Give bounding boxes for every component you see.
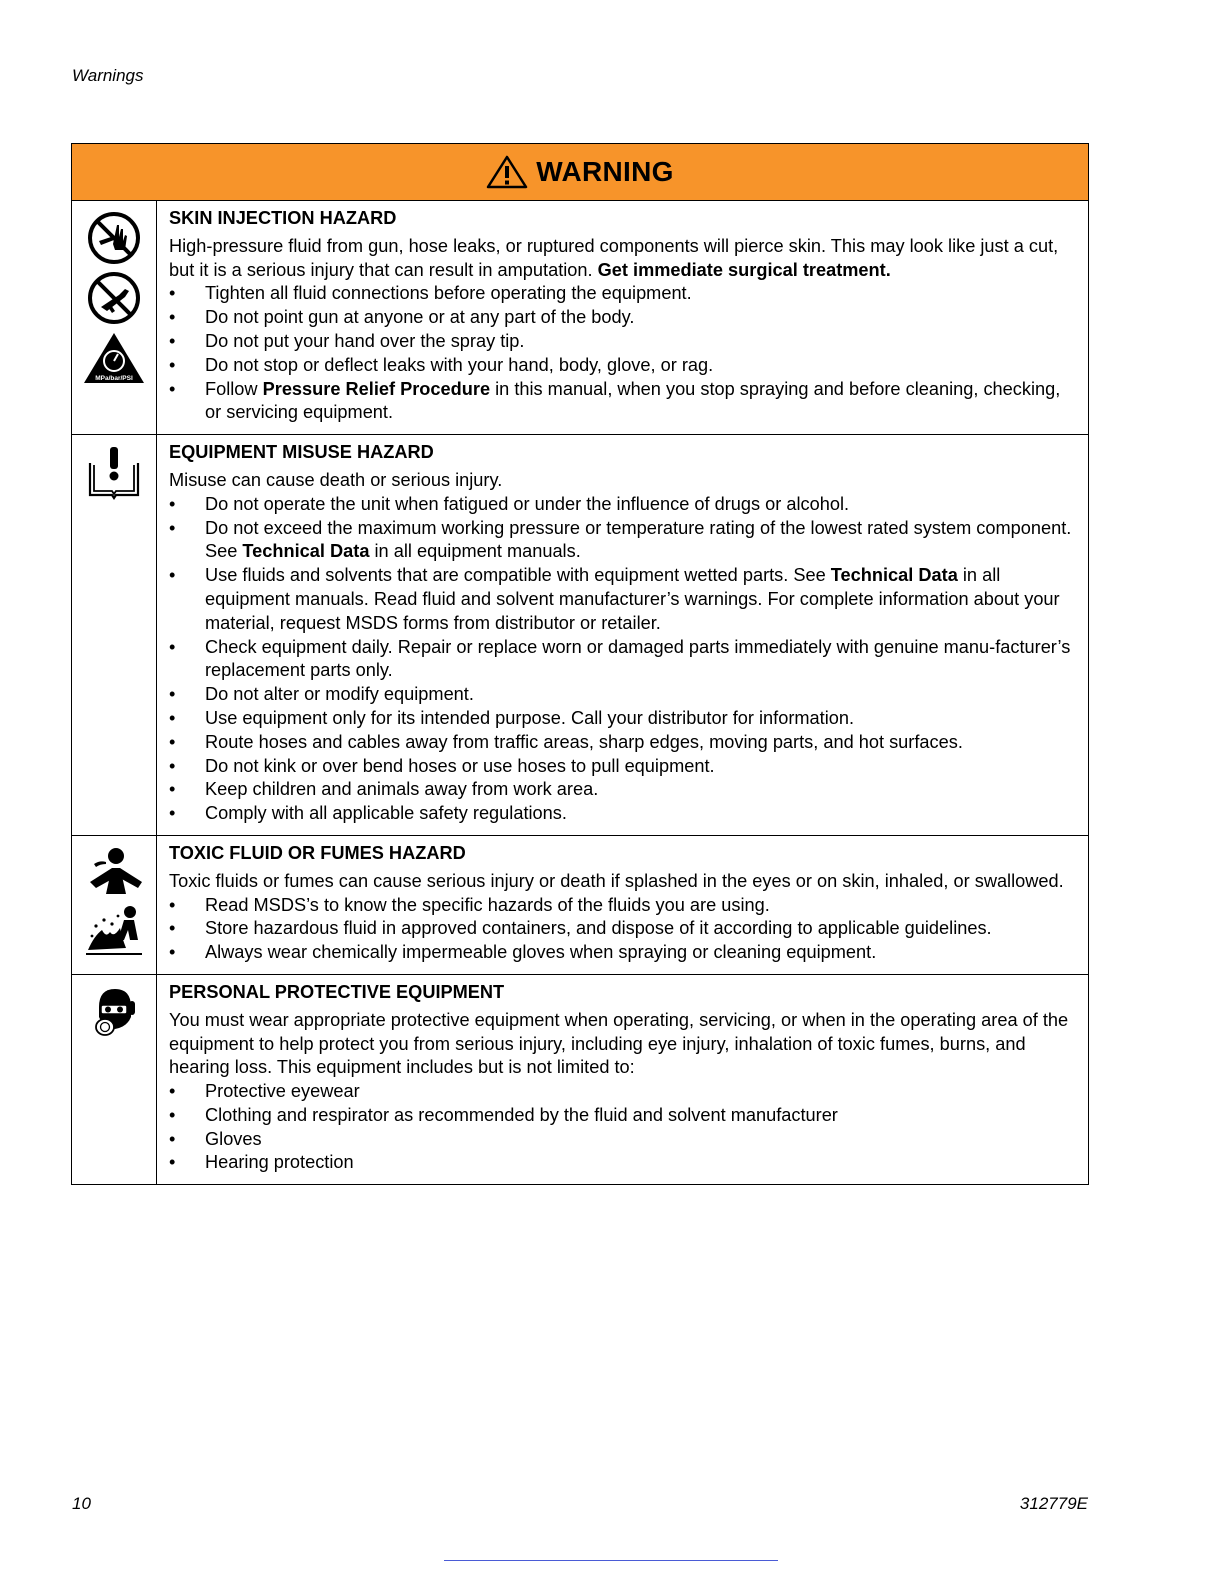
- section-text: [157, 975, 1088, 1184]
- section-title: PERSONAL PROTECTIVE EQUIPMENT: [169, 981, 505, 1002]
- section-skin-injection: [72, 201, 1088, 435]
- icon-column: [72, 836, 157, 974]
- section-title: SKIN INJECTION HAZARD: [169, 208, 397, 228]
- list-item: • Keep children and animals away from work area.: [169, 778, 1076, 802]
- list-item: • Comply with all applicable safety regulations.: [169, 802, 1076, 826]
- warning-triangle-icon: [486, 155, 528, 189]
- list-item: • Clothing and respirator as recommended by the fluid and solvent manufacturer: [169, 1104, 1076, 1128]
- list-item: • Gloves: [169, 1128, 1076, 1152]
- warning-title: WARNING: [536, 156, 674, 187]
- list-item: • Do not kink or over bend hoses or use hoses to pull equipment.: [169, 755, 1076, 779]
- list-item: • Read MSDS’s to know the specific hazards of the fluids you are using.: [169, 894, 1076, 918]
- section-toxic-fluid: [72, 836, 1088, 975]
- list-item: • Do not exceed the maximum working pressure or temperature rating of the lowest rated system component. See Technical Data in all equipment manuals.: [169, 517, 1076, 565]
- section-title: EQUIPMENT MISUSE HAZARD: [169, 442, 434, 463]
- list-item: • Store hazardous fluid in approved containers, and dispose of it according to applicable guidelines.: [169, 917, 1076, 941]
- list-item: • Check equipment daily. Repair or replace worn or damaged parts immediately with genuine manu-facturer’s replacement parts only.: [169, 636, 1076, 684]
- list-item: • Do not put your hand over the spray tip.: [169, 330, 1076, 354]
- no-hand-on-gun-icon: [87, 211, 141, 265]
- section-text: [157, 435, 1088, 835]
- list-item: • Do not point gun at anyone or at any part of the body.: [169, 306, 1076, 330]
- list-item: • Do not alter or modify equipment.: [169, 683, 1076, 707]
- pressure-gauge-icon: [82, 331, 146, 385]
- pressure-units-label: MPa/bar/PSI: [95, 375, 133, 382]
- section-intro: Toxic fluids or fumes can cause serious injury or death if splashed in the eyes or on skin, inhaled, or swallowed.: [169, 870, 1064, 891]
- inhalation-hazard-icon: [86, 846, 142, 896]
- no-pointing-gun-icon: [87, 271, 141, 325]
- section-intro: High-pressure fluid from gun, hose leaks, or ruptured components will pierce skin. This may look like just a cut, but it is a serious injury that can result in amputation. Get immediate surgical treatment.: [169, 235, 1059, 280]
- section-text: [157, 201, 1088, 434]
- bullet-list: [169, 894, 1076, 965]
- list-item: • Do not stop or deflect leaks with your hand, body, glove, or rag.: [169, 354, 1076, 378]
- section-intro: Misuse can cause death or serious injury.: [169, 469, 503, 490]
- section-intro: You must wear appropriate protective equipment when operating, servicing, or when in the operating area of the equipment to help protect you from serious injury, including eye injury, inhalation of toxic fumes, burns, and hearing loss. This equipment includes but is not limited to:: [169, 1009, 1069, 1078]
- protective-gear-icon: [89, 985, 139, 1039]
- list-item: • Hearing protection: [169, 1151, 1076, 1175]
- warning-banner: [72, 144, 1088, 201]
- document-number: 312779E: [1019, 1494, 1088, 1513]
- page-number: 10: [72, 1494, 91, 1513]
- bullet-list: [169, 1080, 1076, 1175]
- splash-hazard-icon: [84, 902, 144, 956]
- section-equipment-misuse: [72, 435, 1088, 836]
- list-item: • Route hoses and cables away from traffic areas, sharp edges, moving parts, and hot surfaces.: [169, 731, 1076, 755]
- section-personal-protective-equipment: [72, 975, 1088, 1184]
- section-text: [157, 836, 1088, 974]
- icon-column: [72, 435, 157, 835]
- page-header-section: Warnings: [72, 66, 144, 85]
- icon-column: [72, 201, 157, 434]
- list-item: • Do not operate the unit when fatigued or under the influence of drugs or alcohol.: [169, 493, 1076, 517]
- icon-column: [72, 975, 157, 1184]
- list-item: • Use fluids and solvents that are compatible with equipment wetted parts. See Technical Data in all equipment manuals. Read fluid and solvent manufacturer’s warnings. For complete information about your material, request MSDS forms from distributor or retailer.: [169, 564, 1076, 635]
- list-item: • Always wear chemically impermeable gloves when spraying or cleaning equipment.: [169, 941, 1076, 965]
- list-item: • Use equipment only for its intended purpose. Call your distributor for information.: [169, 707, 1076, 731]
- list-item: • Protective eyewear: [169, 1080, 1076, 1104]
- bottom-rule: [444, 1560, 778, 1561]
- bullet-list: [169, 282, 1076, 425]
- list-item: • Follow Pressure Relief Procedure in this manual, when you stop spraying and before cleaning, checking, or servicing equipment.: [169, 378, 1076, 426]
- bullet-list: [169, 493, 1076, 826]
- read-manual-icon: [86, 445, 142, 501]
- section-title: TOXIC FLUID OR FUMES HAZARD: [169, 842, 466, 863]
- warning-table: [71, 143, 1089, 1185]
- list-item: • Tighten all fluid connections before operating the equipment.: [169, 282, 1076, 306]
